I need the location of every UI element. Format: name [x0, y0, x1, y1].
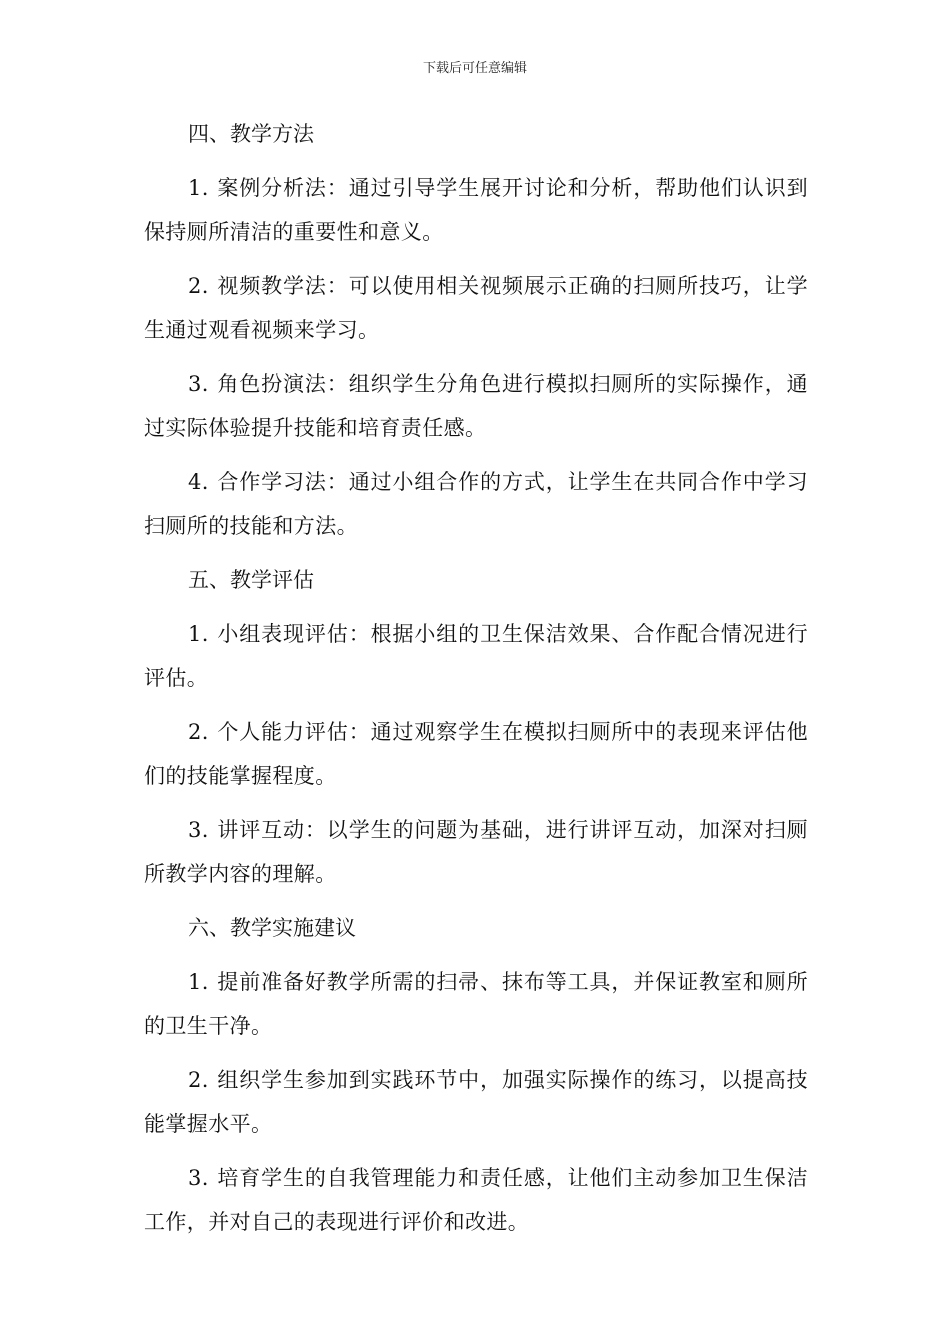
item-text: 讲评互动：以学生的问题为基础，进行讲评互动，加深对扫厕所教学内容的理解。: [144, 818, 808, 886]
list-item: [144, 1058, 808, 1146]
item-text: 个人能力评估：通过观察学生在模拟扫厕所中的表现来评估他们的技能掌握程度。: [144, 720, 808, 788]
item-number: 2.: [188, 274, 209, 298]
item-number: 3.: [188, 372, 209, 396]
list-item: [144, 612, 808, 700]
item-text: 角色扮演法：组织学生分角色进行模拟扫厕所的实际操作，通过实际体验提升技能和培育责任感。: [144, 372, 808, 440]
item-number: 3.: [188, 818, 209, 842]
section-teaching-methods: [144, 112, 808, 548]
item-text: 合作学习法：通过小组合作的方式，让学生在共同合作中学习扫厕所的技能和方法。: [144, 470, 808, 538]
item-text: 小组表现评估：根据小组的卫生保洁效果、合作配合情况进行评估。: [144, 622, 808, 690]
list-item: [144, 166, 808, 254]
section-teaching-evaluation: [144, 558, 808, 896]
item-text: 组织学生参加到实践环节中，加强实际操作的练习，以提高技能掌握水平。: [144, 1068, 808, 1136]
item-text: 案例分析法：通过引导学生展开讨论和分析，帮助他们认识到保持厕所清洁的重要性和意义。: [144, 176, 808, 244]
section-implementation-suggestions: [144, 906, 808, 1244]
item-text: 视频教学法：可以使用相关视频展示正确的扫厕所技巧，让学生通过观看视频来学习。: [144, 274, 808, 342]
list-item: [144, 710, 808, 798]
list-item: [144, 1156, 808, 1244]
list-item: [144, 960, 808, 1048]
section-heading: 五、教学评估: [188, 568, 314, 592]
list-item: [144, 264, 808, 352]
item-number: 2.: [188, 720, 209, 744]
list-item: [144, 460, 808, 548]
list-item: [144, 808, 808, 896]
section-heading: 六、教学实施建议: [188, 916, 356, 940]
page-header: 下载后可任意编辑: [422, 61, 527, 76]
document-body: [144, 112, 808, 1244]
item-number: 1.: [188, 970, 209, 994]
list-item: [144, 362, 808, 450]
item-text: 提前准备好教学所需的扫帚、抹布等工具，并保证教室和厕所的卫生干净。: [144, 970, 808, 1038]
item-number: 2.: [188, 1068, 209, 1092]
item-text: 培育学生的自我管理能力和责任感，让他们主动参加卫生保洁工作，并对自己的表现进行评价和改进。: [144, 1166, 808, 1234]
item-number: 4.: [188, 470, 209, 494]
item-number: 1.: [188, 622, 209, 646]
item-number: 1.: [188, 176, 209, 200]
section-heading: 四、教学方法: [188, 122, 314, 146]
item-number: 3.: [188, 1166, 209, 1190]
